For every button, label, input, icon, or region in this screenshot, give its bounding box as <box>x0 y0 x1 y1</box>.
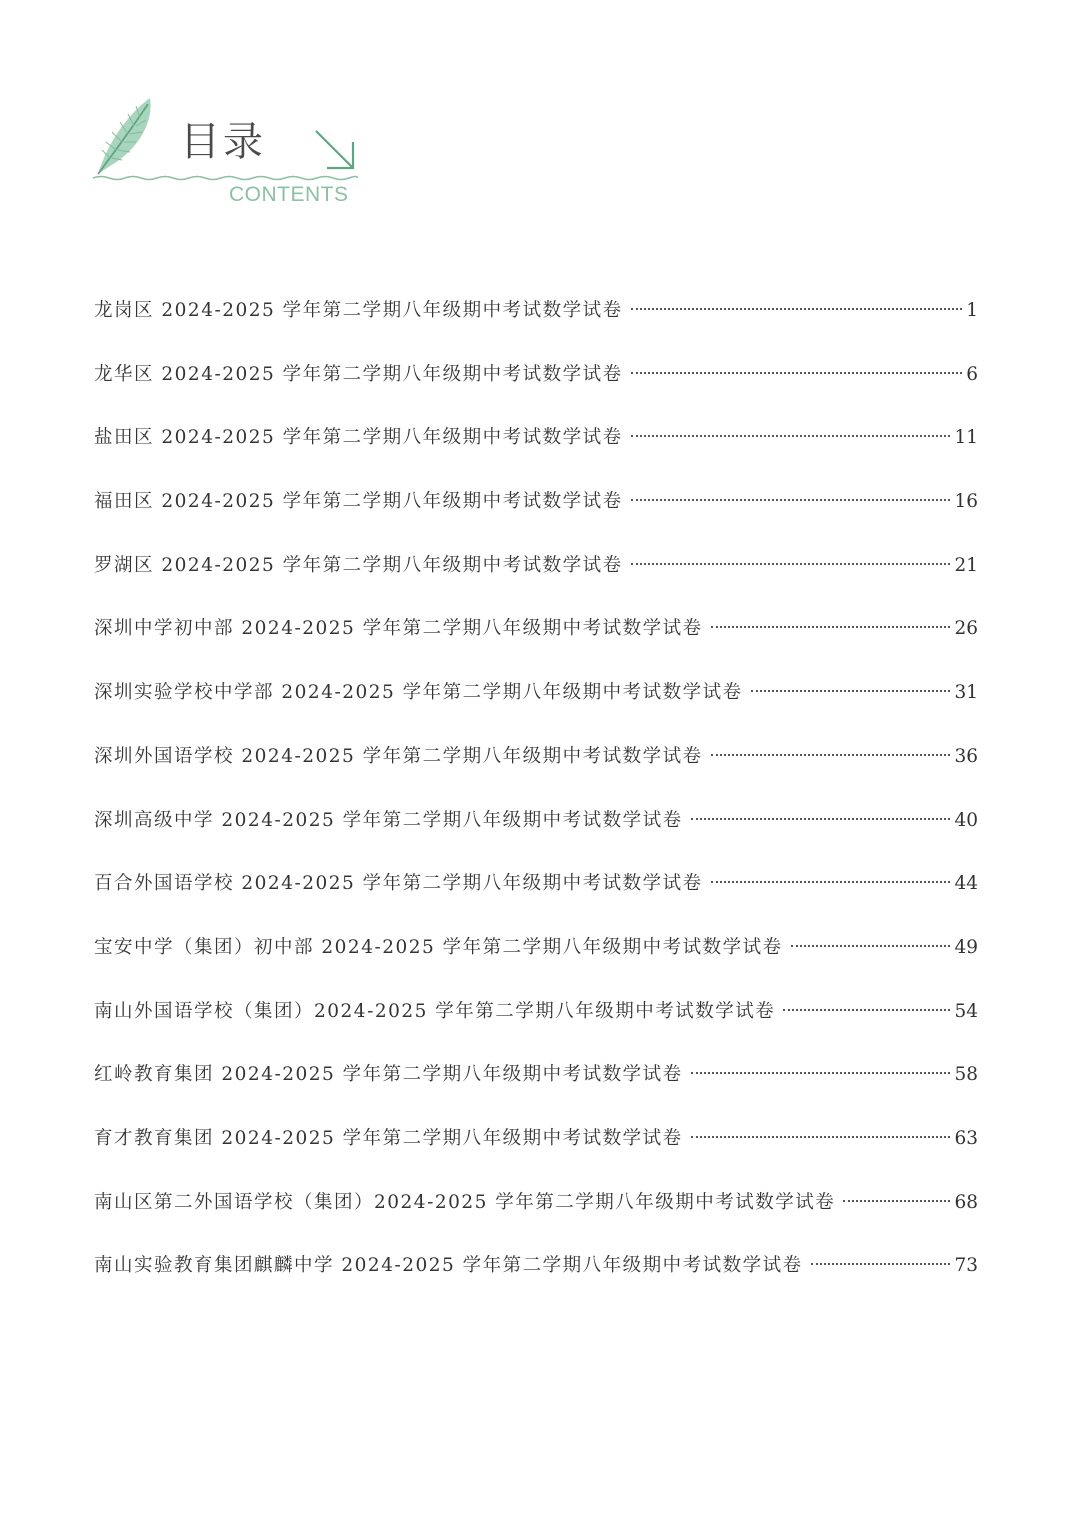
toc-entry[interactable] <box>94 420 978 484</box>
toc-entry-title: 罗湖区 2024-2025 学年第二学期八年级期中考试数学试卷 <box>94 554 623 576</box>
toc-leader-dots <box>843 1200 950 1202</box>
feather-icon <box>88 92 168 182</box>
toc-leader-dots <box>631 563 951 565</box>
toc-leader-dots <box>751 690 951 692</box>
toc-leader-dots <box>811 1263 951 1265</box>
toc-leader-dots <box>711 881 951 883</box>
toc-leader-dots <box>691 1072 951 1074</box>
header-wavy-rule <box>93 175 358 181</box>
toc-page-number: 31 <box>954 682 978 704</box>
toc-page-number: 1 <box>966 300 978 321</box>
toc-entry-title: 深圳高级中学 2024-2025 学年第二学期八年级期中考试数学试卷 <box>94 809 683 831</box>
toc-entry[interactable] <box>94 994 978 1058</box>
toc-entry[interactable] <box>94 611 978 675</box>
toc-page-number: 21 <box>954 554 978 576</box>
toc-entry[interactable] <box>94 484 978 548</box>
toc-page-number: 44 <box>954 873 978 895</box>
toc-page-number: 40 <box>954 809 978 831</box>
toc-leader-dots <box>631 435 951 437</box>
toc-page-number: 68 <box>954 1191 978 1213</box>
toc-entry[interactable] <box>94 1185 978 1249</box>
toc-entry[interactable] <box>94 866 978 930</box>
toc-entry-title: 宝安中学（集团）初中部 2024-2025 学年第二学期八年级期中考试数学试卷 <box>94 936 783 958</box>
toc-page-number: 49 <box>954 936 978 958</box>
toc-entry[interactable] <box>94 1248 978 1312</box>
toc-entry-title: 福田区 2024-2025 学年第二学期八年级期中考试数学试卷 <box>94 491 623 513</box>
contents-header <box>88 92 378 217</box>
toc-entry[interactable] <box>94 930 978 994</box>
toc-leader-dots <box>631 499 951 501</box>
toc-entry-title: 育才教育集团 2024-2025 学年第二学期八年级期中考试数学试卷 <box>94 1127 683 1149</box>
page-title: 目录 <box>180 119 266 165</box>
toc-entry-title: 龙岗区 2024-2025 学年第二学期八年级期中考试数学试卷 <box>94 300 623 321</box>
toc-entry-title: 龙华区 2024-2025 学年第二学期八年级期中考试数学试卷 <box>94 363 623 385</box>
toc-leader-dots <box>631 308 962 310</box>
toc-leader-dots <box>631 372 962 374</box>
toc-entry[interactable] <box>94 1121 978 1185</box>
toc-leader-dots <box>711 754 951 756</box>
toc-page-number: 73 <box>954 1255 978 1277</box>
toc-leader-dots <box>691 1136 951 1138</box>
toc-entry-title: 深圳实验学校中学部 2024-2025 学年第二学期八年级期中考试数学试卷 <box>94 682 743 704</box>
toc-entry-title: 深圳外国语学校 2024-2025 学年第二学期八年级期中考试数学试卷 <box>94 745 703 767</box>
toc-entry-title: 盐田区 2024-2025 学年第二学期八年级期中考试数学试卷 <box>94 427 623 449</box>
toc-leader-dots <box>783 1009 950 1011</box>
toc-entry[interactable] <box>94 1057 978 1121</box>
toc-leader-dots <box>791 945 951 947</box>
toc-entry[interactable] <box>94 293 978 357</box>
page-subtitle: CONTENTS <box>229 183 349 206</box>
toc-page-number: 63 <box>954 1127 978 1149</box>
toc-page-number: 11 <box>954 427 978 449</box>
toc-page-number: 16 <box>954 491 978 513</box>
toc-page-number: 36 <box>954 745 978 767</box>
arrow-down-right-icon <box>313 128 359 174</box>
toc-entry-title: 南山外国语学校（集团）2024-2025 学年第二学期八年级期中考试数学试卷 <box>94 1000 776 1022</box>
toc-leader-dots <box>691 818 951 820</box>
toc-entry[interactable] <box>94 548 978 612</box>
table-of-contents <box>94 293 978 1312</box>
toc-entry[interactable] <box>94 357 978 421</box>
toc-entry-title: 深圳中学初中部 2024-2025 学年第二学期八年级期中考试数学试卷 <box>94 618 703 640</box>
toc-page-number: 6 <box>966 363 978 385</box>
toc-page-number: 58 <box>954 1064 978 1086</box>
toc-leader-dots <box>711 626 951 628</box>
toc-entry[interactable] <box>94 675 978 739</box>
toc-entry-title: 红岭教育集团 2024-2025 学年第二学期八年级期中考试数学试卷 <box>94 1064 683 1086</box>
toc-page-number: 54 <box>954 1000 978 1022</box>
toc-entry-title: 南山实验教育集团麒麟中学 2024-2025 学年第二学期八年级期中考试数学试卷 <box>94 1255 803 1277</box>
toc-entry-title: 百合外国语学校 2024-2025 学年第二学期八年级期中考试数学试卷 <box>94 873 703 895</box>
toc-page-number: 26 <box>954 618 978 640</box>
toc-entry[interactable] <box>94 739 978 803</box>
toc-entry[interactable] <box>94 803 978 867</box>
toc-entry-title: 南山区第二外国语学校（集团）2024-2025 学年第二学期八年级期中考试数学试卷 <box>94 1191 836 1213</box>
